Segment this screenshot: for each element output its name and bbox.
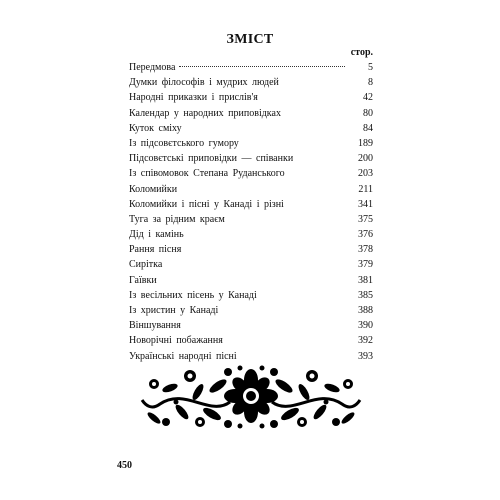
toc-entry-title: Народні приказки і прислів'я	[129, 92, 258, 104]
toc-entry-page: 80	[363, 107, 373, 119]
toc-entry-title: Куток сміху	[129, 122, 182, 134]
toc-entry	[129, 242, 373, 257]
toc-entry-title: Коломийки і пісні у Канаді і різні	[129, 198, 284, 210]
toc-entry-title: Туга за рідним краєм	[129, 213, 225, 225]
floral-ornament	[140, 362, 362, 432]
toc-entry-title: Із співомовок Степана Руданського	[129, 168, 285, 180]
toc-entry	[129, 166, 373, 181]
toc-entry-page: 385	[358, 289, 373, 301]
toc-entry-title: Українські народні пісні	[129, 350, 237, 362]
toc-entry-title: Новорічні побажання	[129, 335, 223, 347]
toc-entry	[129, 257, 373, 272]
toc-entry-page: 341	[358, 198, 373, 210]
toc-entry-title: Із весільних пісень у Канаді	[129, 289, 257, 301]
toc-entry-title: Сирітка	[129, 259, 163, 271]
toc-entry-page: 378	[358, 244, 373, 256]
toc-entry	[129, 60, 373, 75]
toc-entry-page: 375	[358, 213, 373, 225]
toc-entry	[129, 333, 373, 348]
toc-entry-title: Передмова	[129, 62, 176, 73]
toc-entry-title: Календар у народних приповідках	[129, 107, 281, 119]
toc-entry-page: 203	[358, 168, 373, 180]
toc-entry	[129, 212, 373, 227]
toc-entry-title: Рання пісня	[129, 244, 182, 256]
toc-entry-page: 393	[358, 350, 373, 362]
toc-entry-title: Думки філософів і мудрих людей	[129, 77, 279, 89]
toc-entry-title: Дід і камінь	[129, 229, 184, 241]
toc-entry-title: Із христин у Канаді	[129, 305, 219, 316]
toc-entry-page: 388	[358, 305, 373, 316]
toc-entry-title: Коломийки	[129, 183, 178, 195]
dot-leader	[179, 66, 345, 67]
toc-entry-page: 376	[358, 229, 373, 241]
toc-entry	[129, 227, 373, 242]
toc-entry	[129, 182, 373, 197]
toc-entry	[129, 288, 373, 303]
toc-entry-title: Із підсовєтського гумору	[129, 137, 239, 149]
toc-entry-page: 8	[368, 77, 373, 89]
contents-heading: ЗМІСТ	[226, 32, 274, 47]
page-number: 450	[117, 460, 132, 471]
page-column-label: стор.	[350, 47, 373, 58]
toc-entry	[129, 136, 373, 151]
toc-entry	[129, 197, 373, 212]
toc-entry-title: Підсовєтські приповідки — співанки	[129, 153, 294, 165]
toc-entry	[129, 106, 373, 121]
toc-entry-page: 189	[358, 137, 373, 149]
toc-entry	[129, 151, 373, 166]
toc-entry-page: 381	[358, 274, 373, 286]
toc-entry-page: 379	[358, 259, 373, 271]
toc-entry-page: 390	[358, 320, 373, 332]
toc-entry-page: 42	[363, 92, 373, 104]
toc-entry	[129, 121, 373, 136]
toc-entry-page: 211	[358, 183, 373, 195]
toc-entry	[129, 303, 373, 318]
toc-entry	[129, 75, 373, 90]
toc-entry	[129, 90, 373, 105]
toc-entry-page: 5	[368, 62, 373, 73]
toc-entry	[129, 318, 373, 333]
toc-entry-title: Гаївки	[129, 274, 157, 286]
toc-entry	[129, 273, 373, 288]
toc-entry-page: 84	[363, 122, 373, 134]
toc-entry-page: 392	[358, 335, 373, 347]
toc-entry-title: Віншування	[129, 320, 181, 332]
table-of-contents	[129, 60, 373, 364]
toc-entry-page: 200	[358, 153, 373, 165]
